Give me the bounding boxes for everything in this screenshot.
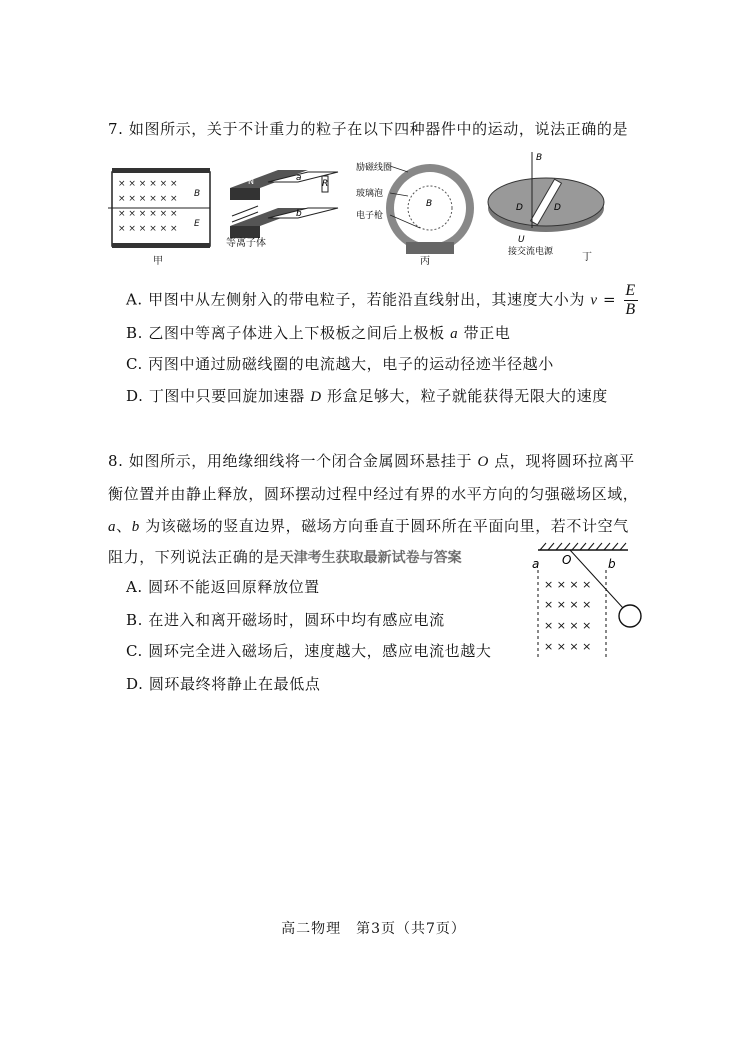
q8-label-O: O	[562, 553, 572, 567]
figure-yi	[226, 170, 338, 249]
svg-text:× × × ×: × × × ×	[544, 598, 592, 611]
svg-text:× × × × × ×: × × × × × ×	[118, 179, 178, 189]
watermark: 天津考生获取最新试卷与答案	[279, 550, 462, 566]
q7-option-d-post: 形盒足够大，粒子就能获得无限大的速度	[327, 387, 608, 405]
q8-option-d: D. 圆环最终将静止在最低点	[126, 675, 321, 693]
fraction-numerator: E	[625, 282, 636, 299]
q7-option-a-v: v	[590, 292, 598, 309]
svg-text:× × × ×: × × × ×	[544, 619, 592, 632]
svg-text:× × × × × ×: × × × × × ×	[118, 194, 178, 204]
q8-stem-1-O: O	[477, 454, 489, 470]
q8-stem-3-sep: 、	[116, 517, 132, 535]
svg-text:R: R	[322, 179, 329, 189]
q8-stem-line-3	[108, 515, 629, 536]
q8-stem-line-2: 衡位置并由静止释放，圆环摆动过程中经过有界的水平方向的匀强磁场区域，	[108, 485, 639, 503]
svg-text:b: b	[296, 209, 302, 219]
svg-text:B: B	[426, 199, 433, 209]
label-bulb: 玻璃泡	[356, 189, 384, 199]
q7-option-a	[126, 282, 638, 319]
q8-stem-1-post: 点，现将圆环拉离平	[494, 452, 635, 470]
q8-label-a: a	[532, 557, 540, 571]
q8-stem-line-1	[108, 450, 635, 471]
q7-option-b	[126, 322, 510, 343]
svg-text:N: N	[248, 177, 254, 186]
q7-option-d-D: D	[310, 389, 322, 405]
q8-label-b: b	[608, 557, 616, 571]
figure-jia	[108, 168, 210, 267]
svg-text:a: a	[296, 173, 302, 183]
svg-text:× × × ×: × × × ×	[544, 640, 592, 653]
q8-stem-4: 阻力，下列说法正确的是	[108, 548, 280, 566]
q8-stem-line-4	[108, 546, 462, 567]
q7-option-b-a: a	[450, 326, 459, 342]
svg-text:× × × × × ×: × × × × × ×	[118, 209, 178, 219]
svg-text:E: E	[194, 219, 200, 229]
svg-text:D: D	[516, 203, 523, 213]
q7-option-d-text: D. 丁图中只要回旋加速器	[126, 387, 305, 405]
q8-option-a: A. 圆环不能返回原释放位置	[126, 578, 320, 596]
label-coil: 励磁线圈	[356, 163, 393, 173]
label-ding: 丁	[582, 252, 592, 263]
label-jia: 甲	[153, 256, 163, 267]
figure-bing	[356, 161, 474, 267]
svg-text:S: S	[298, 221, 304, 231]
fraction-denominator: B	[625, 301, 636, 318]
figure-ding	[488, 152, 604, 263]
q8-stem-3-a: a	[108, 519, 117, 535]
q8-stem-1-pre: 8. 如图所示，用绝缘细线将一个闭合金属圆环悬挂于	[108, 452, 473, 470]
page-footer: 高二物理 第3页（共7页）	[281, 921, 466, 937]
q7-option-b-text: B. 乙图中等离子体进入上下极板之间后上极板	[126, 324, 445, 342]
q8-stem-3-post: 为该磁场的竖直边界，磁场方向垂直于圆环所在平面向里，若不计空气	[145, 517, 629, 535]
q8-option-c: C. 圆环完全进入磁场后，速度越大，感应电流也越大	[126, 642, 492, 660]
q7-option-a-fraction	[624, 282, 638, 319]
svg-text:B: B	[536, 153, 543, 163]
svg-text:× × × ×: × × × ×	[544, 578, 592, 591]
svg-text:U: U	[518, 235, 525, 245]
q8-figure	[528, 540, 648, 664]
q7-option-d	[126, 385, 608, 406]
q7-option-c: C. 丙图中通过励磁线圈的电流越大，电子的运动径迹半径越小	[126, 355, 554, 373]
svg-text:D: D	[554, 203, 561, 213]
label-source: 接交流电源	[508, 247, 554, 257]
label-gun: 电子枪	[356, 211, 384, 221]
label-plasma: 等离子体	[226, 238, 266, 249]
svg-text:× × × × × ×: × × × × × ×	[118, 224, 178, 234]
q7-figure	[108, 148, 668, 268]
q7-stem: 7. 如图所示，关于不计重力的粒子在以下四种器件中的运动，说法正确的是	[108, 120, 629, 138]
label-bing: 丙	[420, 256, 430, 267]
q7-option-a-text: A. 甲图中从左侧射入的带电粒子，若能沿直线射出，其速度大小为	[126, 290, 585, 309]
svg-text:B: B	[194, 189, 201, 199]
q8-stem-3-b: b	[131, 519, 140, 535]
q8-option-b: B. 在进入和离开磁场时，圆环中均有感应电流	[126, 611, 445, 629]
q7-option-a-eq: =	[603, 290, 617, 309]
q7-option-b-post: 带正电	[463, 324, 511, 342]
